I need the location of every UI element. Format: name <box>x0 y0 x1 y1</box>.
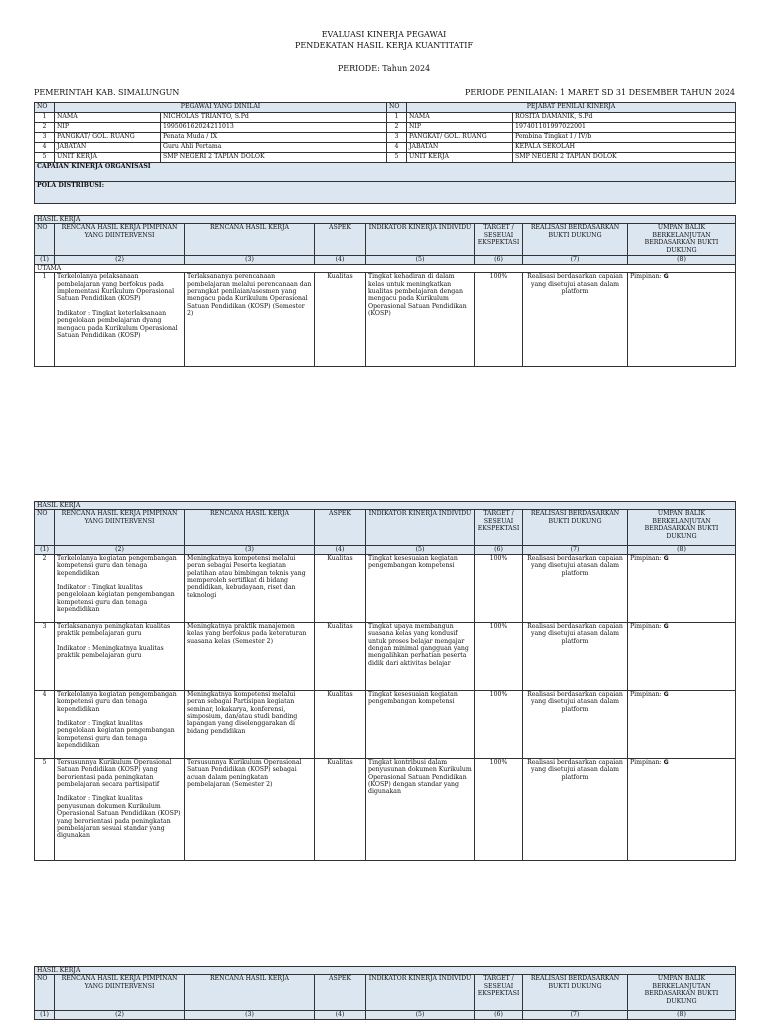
rencana-pimpinan: Tersusunnya Kurikulum Operasional Satuan Pendidikan (KOSP) yang berorientasi pada peningkatan pembelajaran secara partisipatif Indikator : Tingkat kualitas penyusunan dokumen Kurikulum Operasional Satuan Pendidikan (KOSP) yang berorientasi pada peningkatan pembelajaran sesuai standar yang digunakan <box>55 758 185 860</box>
umpan-balik: Pimpinan: G <box>628 273 736 367</box>
col-header: RENCANA HASIL KERJA <box>185 510 315 546</box>
col-number: (2) <box>55 1011 185 1019</box>
info-table <box>34 102 736 204</box>
col-header: RENCANA HASIL KERJA PIMPINAN YANG DIINTERVENSI <box>55 975 185 1011</box>
col-number: (7) <box>523 546 628 554</box>
col-number: (5) <box>366 1011 475 1019</box>
table-row <box>35 622 736 690</box>
col-number: (2) <box>55 546 185 554</box>
table-row <box>35 273 736 367</box>
rencana-pimpinan: Terkelolanya pelaksanaan pembelajaran yang berfokus pada implementasi Kurikulum Operasional Satuan Pendidikan (KOSP) Indikator : Tingkat keterlaksanaan pengelolaan pembelajaran dyang mengacu pada Kurikulum Operasional Satuan Pendidikan (KOSP) <box>55 273 185 367</box>
umpan-balik: Pimpinan: G <box>628 690 736 758</box>
col-number: (4) <box>315 1011 366 1019</box>
col-header: UMPAN BALIK BERKELANJUTAN BERDASARKAN BUKTI DUKUNG <box>628 224 736 256</box>
info-row <box>35 113 736 123</box>
col-header: NO <box>35 975 55 1011</box>
rating-g: G <box>663 690 669 698</box>
aspek: Kualitas <box>315 622 366 690</box>
aspek: Kualitas <box>315 273 366 367</box>
col-header: INDIKATOR KINERJA INDIVIDU <box>366 224 475 256</box>
col-header: RENCANA HASIL KERJA <box>185 224 315 256</box>
info-label: NIP <box>55 123 161 133</box>
col-number: (6) <box>475 1011 523 1019</box>
col-header: ASPEK <box>315 224 366 256</box>
pegawai-nip: 199506162024211013 <box>161 123 387 133</box>
pegawai-pangkat: Penata Muda / IX <box>161 133 387 143</box>
aspek: Kualitas <box>315 554 366 622</box>
column-number-row <box>35 1011 736 1019</box>
indikator: Tingkat upaya membangun suasana kelas yang kondusif untuk proses belajar mengajar dengan minimal gangguan yang mengalihkan perhatian peserta didik dari aktivitas belajar <box>366 622 475 690</box>
col-header: ASPEK <box>315 510 366 546</box>
doc-subtitle: PENDEKATAN HASIL KERJA KUANTITATIF <box>294 41 474 50</box>
pegawai-unit: SMP NEGERI 2 TAPIAN DOLOK <box>161 153 387 163</box>
info-row <box>35 143 736 153</box>
hasil-kerja-title: HASIL KERJA <box>35 967 736 975</box>
row-no: 2 <box>35 554 55 622</box>
target: 100% <box>475 273 523 367</box>
realisasi: Realisasi berdasarkan capaian yang disetujui atasan dalam platform <box>523 758 628 860</box>
aspek: Kualitas <box>315 690 366 758</box>
row-no: 4 <box>35 690 55 758</box>
col-number: (3) <box>185 1011 315 1019</box>
col-number: (2) <box>55 256 185 264</box>
column-number-row <box>35 546 736 554</box>
hasil-kerja-table-3 <box>34 966 736 1020</box>
col-number: (8) <box>628 546 736 554</box>
info-no-header: NO <box>387 103 407 113</box>
col-header: REALISASI BERDASARKAN BUKTI DUKUNG <box>523 224 628 256</box>
col-number: (8) <box>628 256 736 264</box>
hasil-kerja-title: HASIL KERJA <box>35 502 736 510</box>
hasil-kerja-title: HASIL KERJA <box>35 216 736 224</box>
col-header: NO <box>35 510 55 546</box>
info-row <box>35 133 736 143</box>
col-number: (1) <box>35 546 55 554</box>
col-header: TARGET / SESEUAI EKSPEKTASI <box>475 510 523 546</box>
col-header: INDIKATOR KINERJA INDIVIDU <box>366 510 475 546</box>
table-row <box>35 690 736 758</box>
pejabat-nip: 197401101997022001 <box>513 123 736 133</box>
col-header: REALISASI BERDASARKAN BUKTI DUKUNG <box>523 975 628 1011</box>
info-label: PANGKAT/ GOL. RUANG <box>55 133 161 143</box>
col-number: (7) <box>523 256 628 264</box>
target: 100% <box>475 554 523 622</box>
pejabat-jabatan: KEPALA SEKOLAH <box>513 143 736 153</box>
info-label: NIP <box>407 123 513 133</box>
info-no: 4 <box>387 143 407 153</box>
info-no: 3 <box>35 133 55 143</box>
col-number: (3) <box>185 256 315 264</box>
indikator: Tingkat kontribusi dalam penyusunan dokumen Kurikulum Operasional Satuan Pendidikan (KOSP) dengan standar yang digunakan <box>366 758 475 860</box>
col-header: REALISASI BERDASARKAN BUKTI DUKUNG <box>523 510 628 546</box>
col-number: (4) <box>315 256 366 264</box>
aspek: Kualitas <box>315 758 366 860</box>
column-header-row <box>35 975 736 1011</box>
pejabat-pangkat: Pembina Tingkat I / IV/b <box>513 133 736 143</box>
col-number: (6) <box>475 546 523 554</box>
pemerintah-label: PEMERINTAH KAB. SIMALUNGUN <box>34 88 180 97</box>
info-no: 5 <box>35 153 55 163</box>
col-number: (3) <box>185 546 315 554</box>
row-no: 3 <box>35 622 55 690</box>
indikator: Tingkat kesesuaian kegiatan pengembangan kompetensi <box>366 554 475 622</box>
col-header: UMPAN BALIK BERKELANJUTAN BERDASARKAN BUKTI DUKUNG <box>628 510 736 546</box>
table-row <box>35 758 736 860</box>
row-no: 1 <box>35 273 55 367</box>
rating-g: G <box>663 758 669 766</box>
col-header: ASPEK <box>315 975 366 1011</box>
target: 100% <box>475 690 523 758</box>
info-no: 4 <box>35 143 55 153</box>
pegawai-header: PEGAWAI YANG DINILAI <box>55 103 387 113</box>
hasil-kerja-table-1 <box>34 215 736 367</box>
info-label: PANGKAT/ GOL. RUANG <box>407 133 513 143</box>
info-label: UNIT KERJA <box>407 153 513 163</box>
rating-g: G <box>663 273 669 281</box>
table-row <box>35 554 736 622</box>
col-header: RENCANA HASIL KERJA PIMPINAN YANG DIINTERVENSI <box>55 510 185 546</box>
col-header: NO <box>35 224 55 256</box>
realisasi: Realisasi berdasarkan capaian yang disetujui atasan dalam platform <box>523 273 628 367</box>
realisasi: Realisasi berdasarkan capaian yang disetujui atasan dalam platform <box>523 690 628 758</box>
pejabat-header: PEJABAT PENILAI KINERJA <box>407 103 736 113</box>
rencana-hasil-kerja: Terlaksananya perencanaan pembelajaran melalui perencanaan dan perangkat penilaian/asesmen yang mengacu pada Kurikulum Operasional Satuan Pendidikan (KOSP) (Semester 2) <box>185 273 315 367</box>
rencana-hasil-kerja: Tersusunnya Kurikulum Operasional Satuan Pendidikan (KOSP) sebagai acuan dalam peningkatan pembelajaran (Semester 2) <box>185 758 315 860</box>
col-header: RENCANA HASIL KERJA PIMPINAN YANG DIINTERVENSI <box>55 224 185 256</box>
indikator: Tingkat kesesuaian kegiatan pengembangan kompetensi <box>366 690 475 758</box>
hasil-kerja-table-2 <box>34 501 736 861</box>
info-no: 2 <box>35 123 55 133</box>
col-number: (7) <box>523 1011 628 1019</box>
rencana-pimpinan: Terkelolanya kegiatan pengembangan kompetensi guru dan tenaga kependidikan Indikator : Tingkat kualitas pengelolaan kegiatan pengembangan kompetensi guru dan tenaga kependidikan <box>55 690 185 758</box>
info-label: UNIT KERJA <box>55 153 161 163</box>
rencana-hasil-kerja: Meningkatnya kompetensi melalui peran sebagai Peserta kegiatan pelatihan atau bimbingan teknis yang memperoleh sertifikat di bidang pendidikan, kebudayaan, riset dan teknologi <box>185 554 315 622</box>
col-header: RENCANA HASIL KERJA <box>185 975 315 1011</box>
rating-g: G <box>663 554 669 562</box>
col-header: INDIKATOR KINERJA INDIVIDU <box>366 975 475 1011</box>
column-header-row <box>35 510 736 546</box>
rating-g: G <box>663 622 669 630</box>
info-no-header: NO <box>35 103 55 113</box>
rencana-pimpinan: Terkelolanya kegiatan pengembangan kompetensi guru dan tenaga kependidikan Indikator : Tingkat kualitas pengelolaan kegiatan pengembangan kompetensi guru dan tenaga kependidikan <box>55 554 185 622</box>
col-number: (5) <box>366 256 475 264</box>
info-label: NAMA <box>55 113 161 123</box>
col-header: TARGET / SESEUAI EKSPEKTASI <box>475 975 523 1011</box>
info-no: 5 <box>387 153 407 163</box>
rencana-hasil-kerja: Meningkatnya praktik manajemen kelas yang berfokus pada keteraturan suasana kelas (Semester 2) <box>185 622 315 690</box>
info-no: 1 <box>35 113 55 123</box>
target: 100% <box>475 622 523 690</box>
info-label: JABATAN <box>55 143 161 153</box>
info-row <box>35 123 736 133</box>
doc-title: EVALUASI KINERJA PEGAWAI <box>321 30 447 39</box>
column-number-row <box>35 256 736 264</box>
col-number: (8) <box>628 1011 736 1019</box>
periode-label: PERIODE: Tahun 2024 <box>337 64 431 73</box>
rencana-pimpinan: Terlaksananya peningkatan kualitas praktik pembelajaran guru Indikator : Meningkatnya kualitas praktik pembelajaran guru <box>55 622 185 690</box>
target: 100% <box>475 758 523 860</box>
col-number: (5) <box>366 546 475 554</box>
column-header-row <box>35 224 736 256</box>
umpan-balik: Pimpinan: G <box>628 554 736 622</box>
info-no: 1 <box>387 113 407 123</box>
indikator: Tingkat kehadiran di dalam kelas untuk meningkatkan kualitas pembelajaran dengan mengacu pada Kurikulum Operasional Satuan Pendidikan (KOSP) <box>366 273 475 367</box>
col-number: (1) <box>35 1011 55 1019</box>
info-no: 3 <box>387 133 407 143</box>
col-number: (4) <box>315 546 366 554</box>
info-label: NAMA <box>407 113 513 123</box>
pejabat-unit: SMP NEGERI 2 TAPIAN DOLOK <box>513 153 736 163</box>
rencana-hasil-kerja: Meningkatnya kompetensi melalui peran sebagai Partisipan kegiatan seminar, lokakarya, konferensi, simposium, dan/atau studi banding lapangan yang diselenggarakan di bidang pendidikan <box>185 690 315 758</box>
col-number: (1) <box>35 256 55 264</box>
col-header: TARGET / SESEUAI EKSPEKTASI <box>475 224 523 256</box>
utama-label: UTAMA <box>35 264 736 272</box>
row-no: 5 <box>35 758 55 860</box>
capaian-kinerja: CAPAIAN KINERJA ORGANISASI <box>35 163 736 182</box>
pola-distribusi: POLA DISTRIBUSI: <box>35 182 736 204</box>
umpan-balik: Pimpinan: G <box>628 758 736 860</box>
pejabat-nama: ROSITA DAMANIK, S.Pd <box>513 113 736 123</box>
realisasi: Realisasi berdasarkan capaian yang disetujui atasan dalam platform <box>523 622 628 690</box>
col-number: (6) <box>475 256 523 264</box>
info-no: 2 <box>387 123 407 133</box>
pegawai-nama: NICHOLAS TRIANTO, S.Pd <box>161 113 387 123</box>
col-header: UMPAN BALIK BERKELANJUTAN BERDASARKAN BUKTI DUKUNG <box>628 975 736 1011</box>
realisasi: Realisasi berdasarkan capaian yang disetujui atasan dalam platform <box>523 554 628 622</box>
info-row <box>35 153 736 163</box>
periode-penilaian-label: PERIODE PENILAIAN: 1 MARET SD 31 DESEMBER TAHUN 2024 <box>465 88 735 97</box>
umpan-balik: Pimpinan: G <box>628 622 736 690</box>
info-label: JABATAN <box>407 143 513 153</box>
pegawai-jabatan: Guru Ahli Pertama <box>161 143 387 153</box>
